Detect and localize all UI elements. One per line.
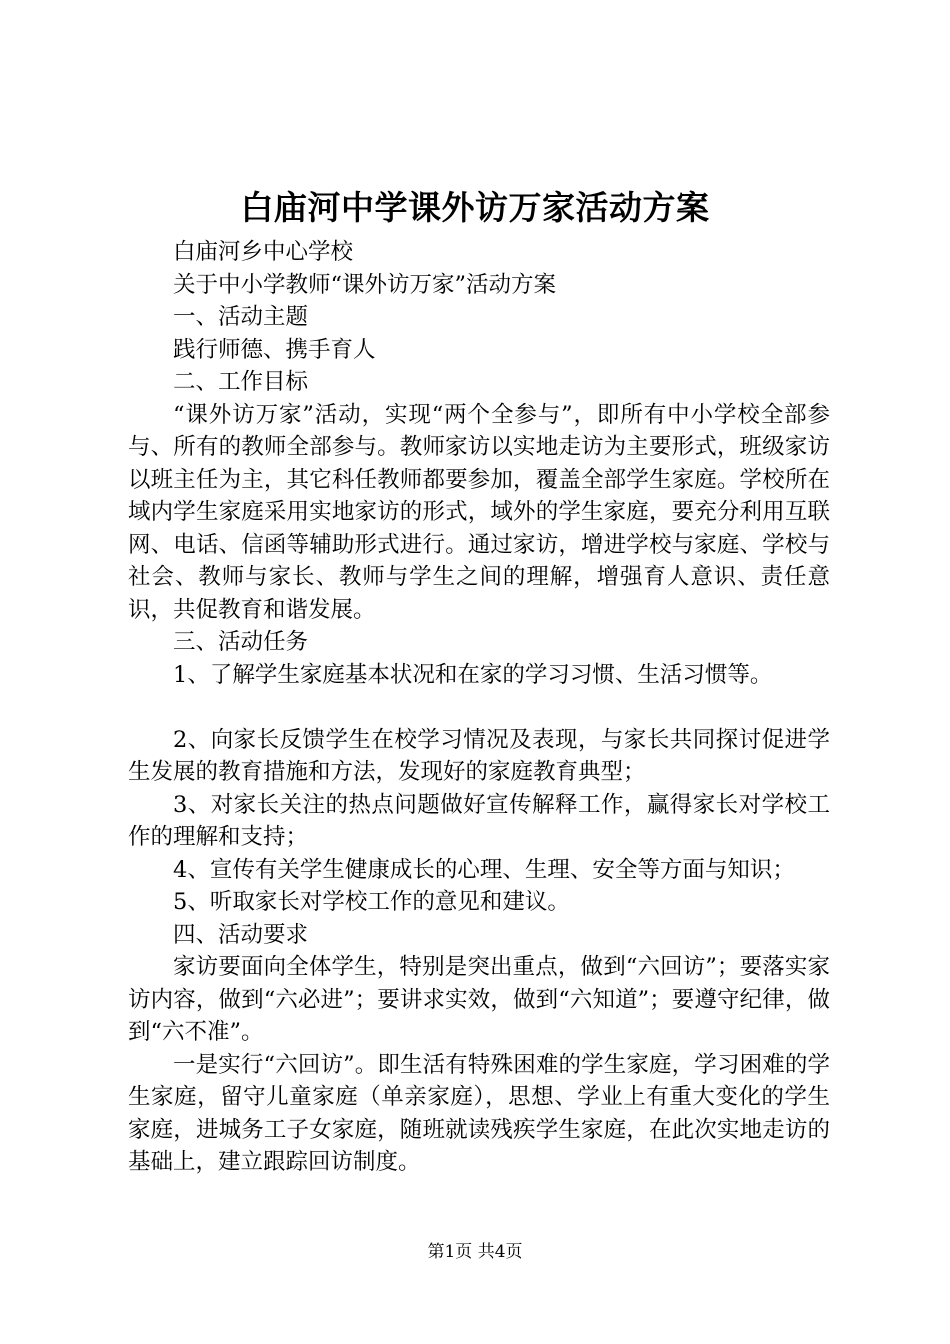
paragraph-work-goals: “课外访万家”活动，实现“两个全参与”，即所有中小学校全部参与、所有的教师全部参与。教师家访以实地走访为主要形式，班级家访以班主任为主，其它科任教师都要参加，覆盖全部学生家庭。学校所在域内学生家庭采用实地家访的形式，域外的学生家庭，要充分利用互联网、电话、信函等辅助形式进行。通过家访，增进学校与家庭、学校与社会、教师与家长、教师与学生之间的理解，增强育人意识、责任意识，共促教育和谐发展。 bbox=[128, 401, 830, 623]
document-title: 白庙河中学课外访万家活动方案 bbox=[240, 188, 710, 227]
page-footer bbox=[0, 1240, 950, 1264]
document-body bbox=[128, 236, 830, 1179]
paragraph-task-3: 3、对家长关注的热点问题做好宣传解释工作，赢得家长对学校工作的理解和支持； bbox=[128, 791, 830, 850]
paragraph-six-revisits: 一是实行“六回访”。即生活有特殊困难的学生家庭，学习困难的学生家庭，留守儿童家庭（单亲家庭），思想、学业上有重大变化的学生家庭，进城务工子女家庭，随班就读残疾学生家庭，在此次实地走访的基础上，建立跟踪回访制度。 bbox=[128, 1051, 830, 1175]
page-total: 共4页 bbox=[477, 1242, 523, 1262]
paragraph-requirements: 家访要面向全体学生，特别是突出重点，做到“六回访”；要落实家访内容，做到“六必进”；要讲求实效，做到“六知道”；要遵守纪律，做到“六不准”。 bbox=[128, 954, 830, 1045]
paragraph-plan-title: 关于中小学教师“课外访万家”活动方案 bbox=[173, 271, 557, 298]
paragraph-task-2: 2、向家长反馈学生在校学习情况及表现，与家长共同探讨促进学生发展的教育措施和方法，发现好的家庭教育典型； bbox=[128, 726, 830, 785]
heading-activity-theme: 一、活动主题 bbox=[173, 304, 309, 330]
paragraph-task-1: 1、了解学生家庭基本状况和在家的学习习惯、生活习惯等。 bbox=[173, 661, 773, 688]
heading-activity-tasks: 三、活动任务 bbox=[173, 629, 309, 655]
paragraph-school-name: 白庙河乡中心学校 bbox=[173, 239, 354, 265]
page-number: 第1页 bbox=[427, 1242, 473, 1262]
heading-work-goals: 二、工作目标 bbox=[173, 369, 309, 395]
heading-activity-requirements: 四、活动要求 bbox=[173, 921, 309, 948]
paragraph-task-5: 5、听取家长对学校工作的意见和建议。 bbox=[173, 889, 570, 915]
paragraph-task-4: 4、宣传有关学生健康成长的心理、生理、安全等方面与知识； bbox=[173, 856, 795, 883]
paragraph-theme-text: 践行师德、携手育人 bbox=[173, 336, 376, 363]
